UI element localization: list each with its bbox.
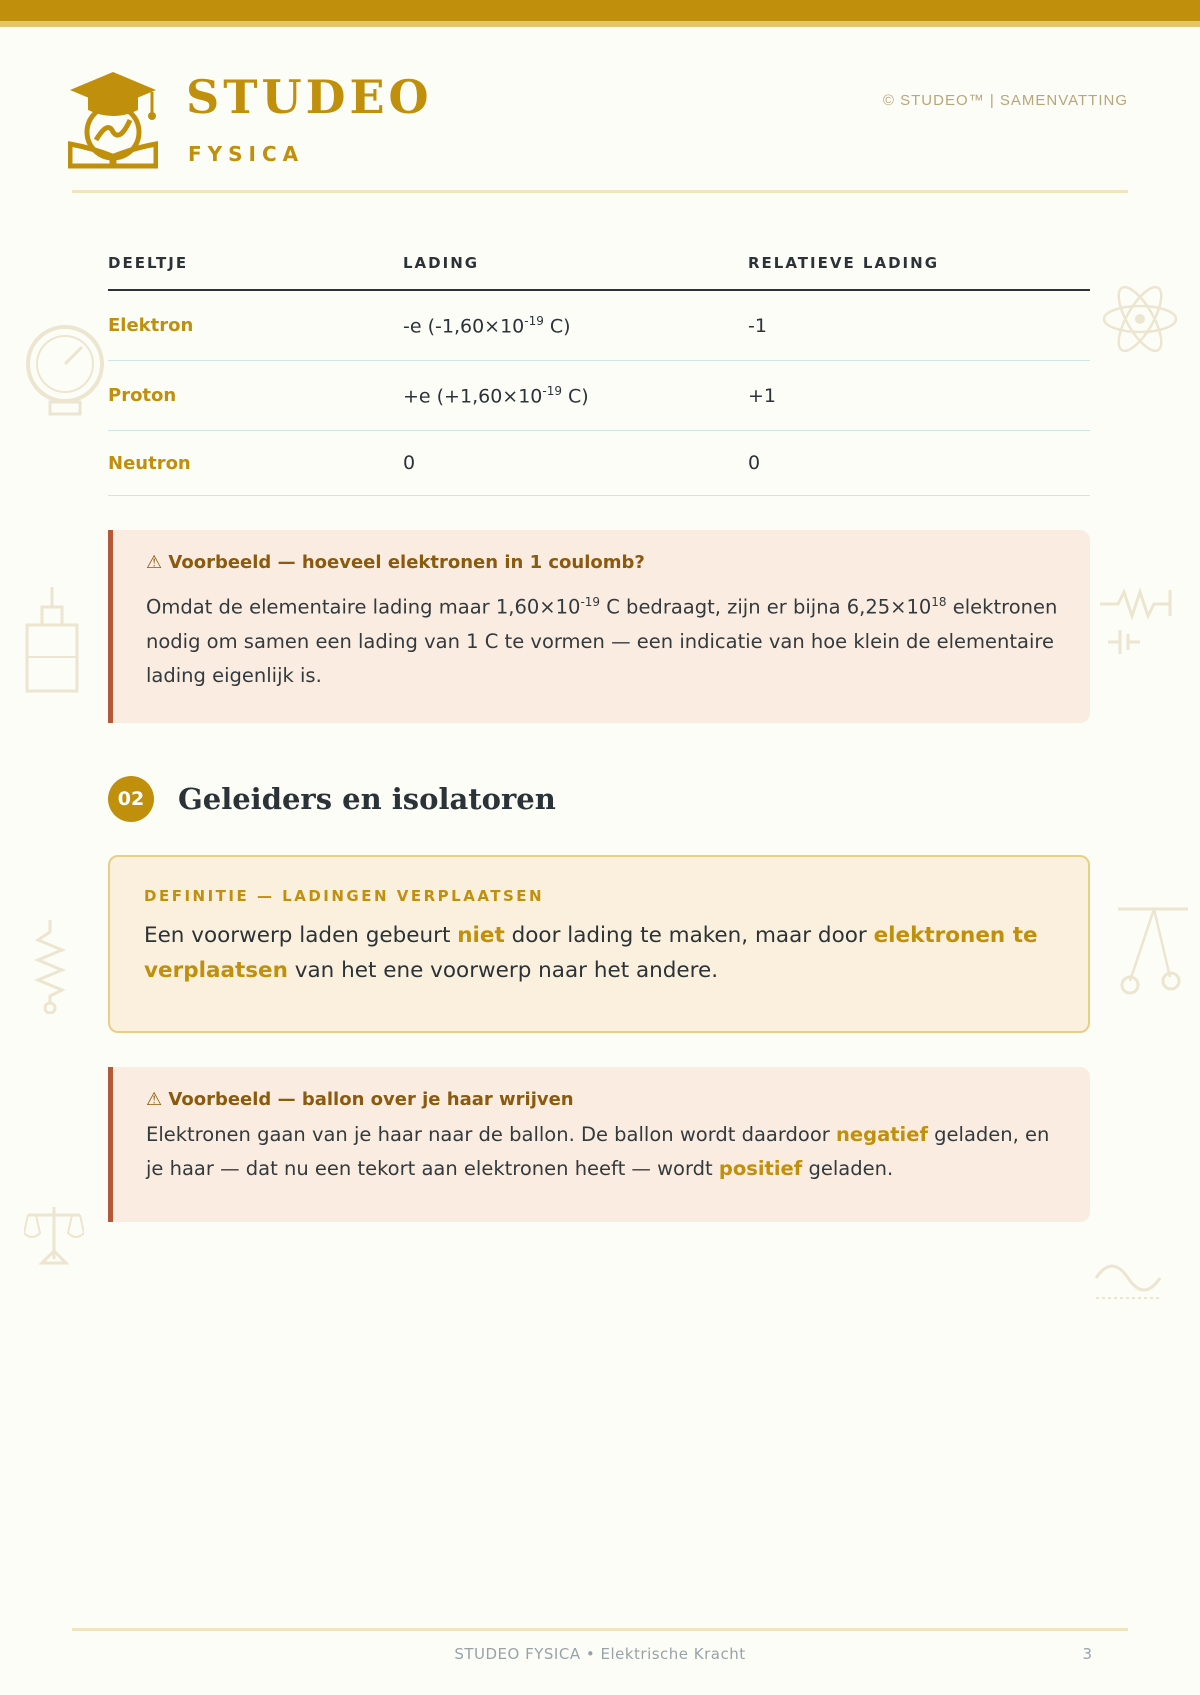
example-body: Omdat de elementaire lading maar $1,60\times 10^{-19}$ C bedraagt, zijn er bijna $6,25\times 10^{18}$ elektronen nodig om samen een lading van 1 C te vormen — een indicatie van hoe klein de elementaire lading eigenlijk is. [146, 595, 1058, 687]
definition-label: DEFINITIE — LADINGEN VERPLAATSEN [144, 887, 545, 905]
particle-charge-table [108, 245, 1090, 496]
copyright-text: © STUDEO™ | SAMENVATTING [882, 92, 1128, 109]
footer-divider [72, 1628, 1128, 1631]
example-body: Elektronen gaan van je haar naar de ballon. De ballon wordt daardoor negatief geladen, en je haar — dat nu een tekort aan elektronen heeft — wordt positief geladen. [146, 1123, 1050, 1180]
top-accent-bar-light [0, 21, 1200, 27]
brand-name: STUDEO [186, 70, 433, 124]
charge-value: +e ($+1,60\times 10^{-19}$ C) [403, 383, 589, 408]
header-divider [72, 190, 1128, 193]
table-header [108, 245, 1090, 291]
battery-icon [24, 585, 80, 695]
relative-charge: +1 [748, 384, 777, 407]
column-header: RELATIEVE LADING [748, 254, 940, 272]
section-number-badge: 02 [108, 776, 154, 822]
pendulum-icon [1114, 905, 1192, 995]
particle-name: Neutron [108, 452, 191, 474]
top-accent-bar [0, 0, 1200, 21]
gauge-icon [24, 322, 106, 417]
wave-icon [1094, 1258, 1164, 1302]
column-header: LADING [403, 254, 480, 272]
section-heading [108, 776, 556, 822]
particle-name: Proton [108, 385, 177, 406]
table-row [108, 361, 1090, 431]
footer-text: STUDEO FYSICA • Elektrische Kracht [454, 1645, 746, 1663]
example-callout [108, 530, 1090, 723]
particle-name: Elektron [108, 315, 194, 336]
studeo-logo-icon [68, 70, 158, 170]
page-number: 3 [1082, 1645, 1092, 1663]
spring-icon [34, 918, 66, 1014]
definition-body: Een voorwerp laden gebeurt niet door lading te maken, maar door elektronen te verplaatsen van het ene voorwerp naar het andere. [144, 923, 1038, 983]
section-title: Geleiders en isolatoren [178, 782, 556, 816]
relative-charge: 0 [748, 452, 761, 474]
definition-box [108, 855, 1090, 1033]
circuit-icon [1098, 586, 1172, 654]
table-row [108, 291, 1090, 361]
example-title: ⚠ Voorbeeld — ballon over je haar wrijven [146, 1089, 574, 1110]
example-callout [108, 1067, 1090, 1222]
column-header: DEELTJE [108, 254, 189, 272]
subject-name: FYSICA [188, 142, 305, 166]
balance-scale-icon [24, 1203, 84, 1267]
charge-value: 0 [403, 452, 416, 474]
example-title: ⚠ Voorbeeld — hoeveel elektronen in 1 coulomb? [146, 552, 645, 573]
table-row [108, 431, 1090, 496]
atom-icon [1100, 283, 1180, 355]
charge-value: -e ($-1,60\times 10^{-19}$ C) [403, 313, 571, 338]
relative-charge: -1 [748, 314, 767, 337]
